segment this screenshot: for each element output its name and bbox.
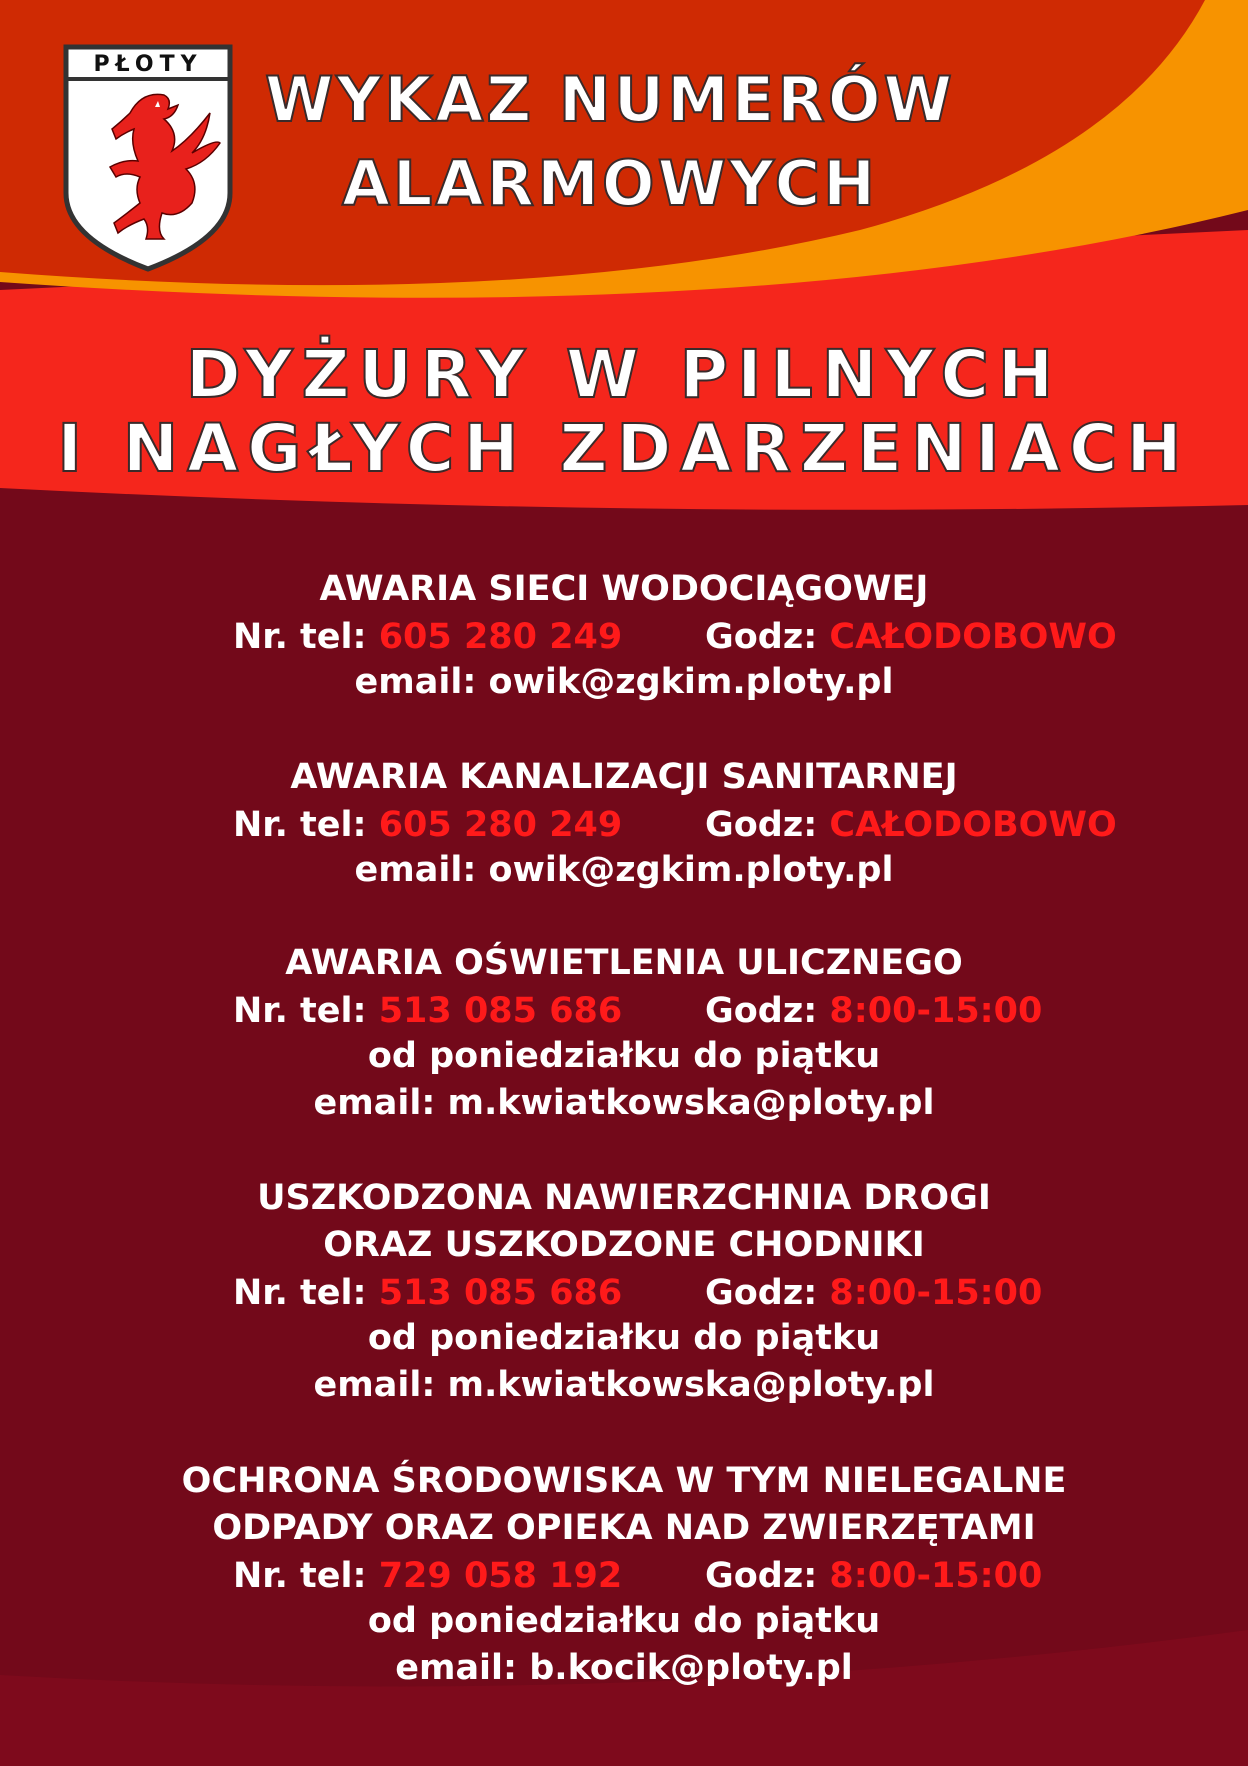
- section-title-line-2: ORAZ USZKODZONE CHODNIKI: [323, 1225, 925, 1265]
- hours-value: CAŁODOBOWO: [829, 617, 1117, 657]
- email-link[interactable]: email: b.kocik@ploty.pl: [395, 1648, 853, 1688]
- hours-field: [705, 617, 1117, 657]
- phone-label: Nr. tel:: [233, 991, 379, 1031]
- phone-hours-row: [0, 1269, 1248, 1315]
- phone-hours-row: [0, 1552, 1248, 1598]
- section-title: AWARIA OŚWIETLENIA ULICZNEGO: [285, 943, 963, 983]
- phone-field: [233, 991, 622, 1031]
- phone-field: [233, 1556, 622, 1596]
- page-title: [240, 58, 980, 226]
- subtitle: [0, 338, 1248, 486]
- section-water-supply: [0, 566, 1248, 706]
- section-title: AWARIA SIECI WODOCIĄGOWEJ: [319, 569, 929, 609]
- hours-label: Godz:: [705, 1273, 830, 1313]
- days-text: od poniedziałku do piątku: [367, 1036, 881, 1076]
- phone-label: Nr. tel:: [233, 1273, 379, 1313]
- section-sewage: [0, 754, 1248, 894]
- title-line-2: ALARMOWYCH: [341, 147, 879, 220]
- email-link[interactable]: email: owik@zgkim.ploty.pl: [354, 662, 894, 702]
- phone-number[interactable]: 605 280 249: [378, 617, 623, 657]
- hours-value: CAŁODOBOWO: [829, 805, 1117, 845]
- email-link[interactable]: email: owik@zgkim.ploty.pl: [354, 850, 894, 890]
- section-environment-protection: [0, 1458, 1248, 1692]
- phone-number[interactable]: 513 085 686: [378, 991, 623, 1031]
- title-line-1: WYKAZ NUMERÓW: [265, 63, 955, 136]
- hours-value: 8:00-15:00: [829, 991, 1043, 1031]
- subtitle-line-2: I NAGŁYCH ZDARZENIACH: [57, 410, 1191, 487]
- phone-field: [233, 617, 622, 657]
- hours-label: Godz:: [705, 805, 830, 845]
- phone-label: Nr. tel:: [233, 617, 379, 657]
- section-title-line-2: ODPADY ORAZ OPIEKA NAD ZWIERZĘTAMI: [212, 1508, 1036, 1548]
- hours-field: [705, 805, 1117, 845]
- hours-field: [705, 1556, 1042, 1596]
- hours-field: [705, 1273, 1042, 1313]
- phone-hours-row: [0, 613, 1248, 659]
- section-title-line-1: USZKODZONA NAWIERZCHNIA DROGI: [257, 1178, 991, 1218]
- section-title-line-1: OCHRONA ŚRODOWISKA W TYM NIELEGALNE: [181, 1461, 1067, 1501]
- hours-field: [705, 991, 1042, 1031]
- phone-label: Nr. tel:: [233, 1556, 379, 1596]
- hours-label: Godz:: [705, 1556, 830, 1596]
- phone-field: [233, 805, 622, 845]
- ploty-coat-of-arms-logo: [60, 43, 236, 273]
- section-street-lighting: [0, 940, 1248, 1127]
- logo-text: PŁOTY: [93, 52, 203, 77]
- phone-label: Nr. tel:: [233, 805, 379, 845]
- phone-hours-row: [0, 987, 1248, 1033]
- email-link[interactable]: email: m.kwiatkowska@ploty.pl: [313, 1083, 935, 1123]
- section-road-damage: [0, 1175, 1248, 1409]
- phone-number[interactable]: 729 058 192: [378, 1556, 623, 1596]
- days-text: od poniedziałku do piątku: [367, 1318, 881, 1358]
- hours-label: Godz:: [705, 991, 830, 1031]
- phone-number[interactable]: 513 085 686: [378, 1273, 623, 1313]
- hours-value: 8:00-15:00: [829, 1273, 1043, 1313]
- phone-number[interactable]: 605 280 249: [378, 805, 623, 845]
- phone-hours-row: [0, 801, 1248, 847]
- phone-field: [233, 1273, 622, 1313]
- days-text: od poniedziałku do piątku: [367, 1601, 881, 1641]
- hours-label: Godz:: [705, 617, 830, 657]
- subtitle-line-1: DYŻURY W PILNYCH: [185, 336, 1063, 413]
- section-title: AWARIA KANALIZACJI SANITARNEJ: [290, 757, 958, 797]
- hours-value: 8:00-15:00: [829, 1556, 1043, 1596]
- email-link[interactable]: email: m.kwiatkowska@ploty.pl: [313, 1365, 935, 1405]
